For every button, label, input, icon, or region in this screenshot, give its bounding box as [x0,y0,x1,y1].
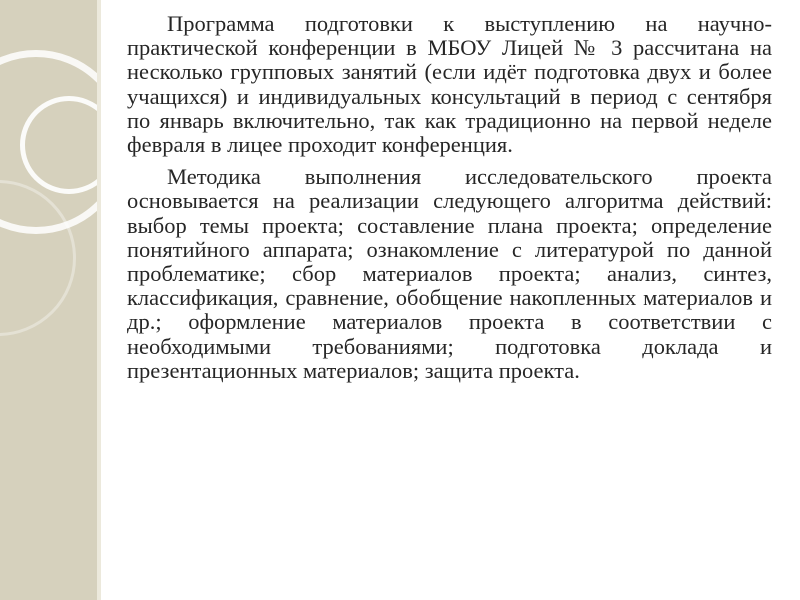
paragraph-program: Программа подготовки к выступлению на научно-практической конференции в МБОУ Лицей № 3 рассчитана на несколько групповых занятий (если идёт подготовка двух и более учащихся) и индивидуальных консультаций в период с сентября по январь включительно, так как традиционно на первой неделе февраля в лицее проходит конференция. [127,11,772,158]
paragraph-methodology: Методика выполнения исследовательского проекта основывается на реализации следующего алгоритма действий: выбор темы проекта; составление плана проекта; определение понятийного аппарата; ознакомление с литературой по данной проблематике; сбор материалов проекта; анализ, синтез, классификация, сравнение, обобщение накопленных материалов и др.; оформление материалов проекта в соответствии с необходимыми требованиями; подготовка доклада и презентационных материалов; защита проекта. [127,164,772,383]
decorative-sidebar [0,0,97,600]
sidebar-edge [97,0,101,600]
slide-body [127,12,772,391]
